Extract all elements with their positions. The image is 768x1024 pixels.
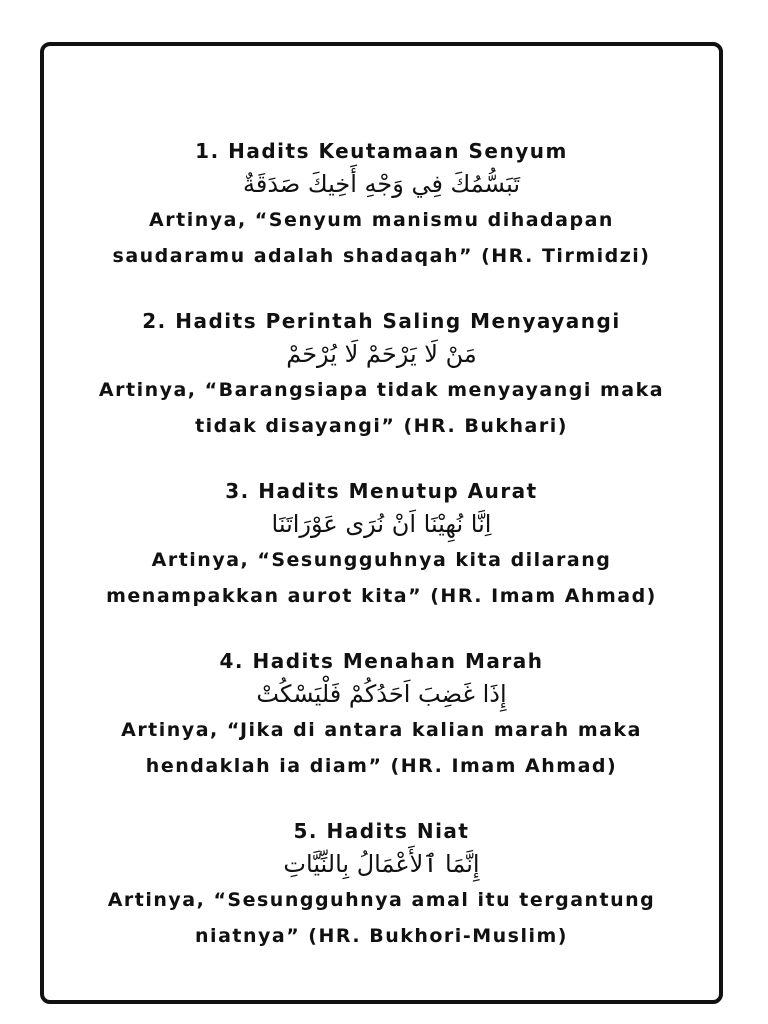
hadith-meaning: Artinya, “Sesungguhnya amal itu tergantung niatnya” (HR. Bukhori-Muslim) [107,889,656,947]
hadith-item-4 [44,646,719,784]
hadith-arabic-text: إِذَا غَضِبَ اَحَدُكُمْ فَلْيَسْكُتْ [256,680,507,708]
hadith-title: 3. Hadits Menutup Aurat [225,479,538,503]
hadith-arabic-text: اِنَّا نُهِيْنَا اَنْ نُرَى عَوْرَاتَنَا [271,510,492,538]
hadith-meaning: Artinya, “Barangsiapa tidak menyayangi maka tidak disayangi” (HR. Bukhari) [98,379,665,437]
hadith-title: 1. Hadits Keutamaan Senyum [195,139,568,163]
hadith-item-3 [44,476,719,614]
hadith-title: 5. Hadits Niat [293,819,470,843]
hadith-arabic-text: إِنَّمَا ٱلأَعْمَالُ بِالنِّيَّاتِ [283,850,480,878]
hadith-arabic-text: مَنْ لَا يَرْحَمْ لَا يُرْحَمْ [286,340,477,368]
hadith-title: 4. Hadits Menahan Marah [219,649,544,673]
hadith-item-5 [44,816,719,954]
page-frame [40,42,723,1004]
hadith-item-1 [44,136,719,274]
hadith-meaning: Artinya, “Sesungguhnya kita dilarang menampakkan aurot kita” (HR. Imam Ahmad) [106,549,657,607]
hadith-meaning: Artinya, “Senyum manismu dihadapan saudaramu adalah shadaqah” (HR. Tirmidzi) [112,209,651,267]
hadith-title: 2. Hadits Perintah Saling Menyayangi [142,309,621,333]
hadith-meaning: Artinya, “Jika di antara kalian marah maka hendaklah ia diam” (HR. Imam Ahmad) [121,719,642,777]
hadith-list [44,136,719,986]
hadith-arabic-text: تَبَسُّمُكَ فِي وَجْهِ أَخِيكَ صَدَقَةٌ [242,170,520,198]
hadith-item-2 [44,306,719,444]
